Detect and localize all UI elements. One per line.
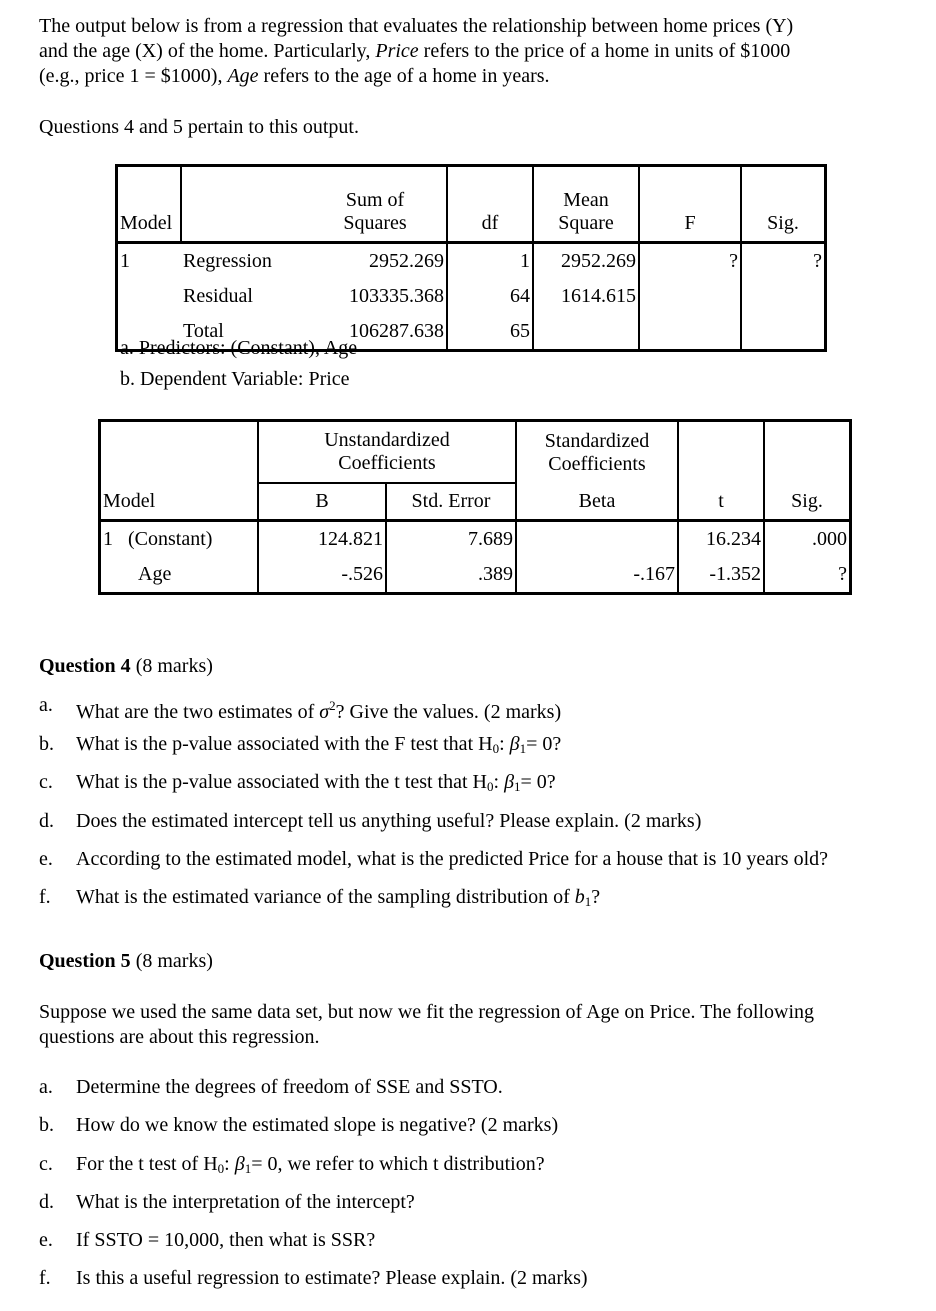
coefficients-table [98, 419, 852, 595]
anova-footnote-a: a. Predictors: (Constant), Age [120, 337, 358, 359]
anova-cell-f [639, 314, 741, 351]
age-word: Age [227, 65, 259, 87]
anova-header-df: df [447, 166, 533, 243]
coef-cell-se: 7.689 [386, 521, 516, 558]
anova-row [117, 279, 826, 314]
anova-header-ms: Mean Square [533, 166, 639, 243]
anova-row-label: Regression [183, 250, 272, 272]
coef-header-model: Model [100, 483, 259, 521]
anova-cell-f [639, 279, 741, 314]
price-word: Price [375, 40, 419, 62]
coef-cell-beta: -.167 [516, 557, 678, 594]
coef-cell-beta [516, 521, 678, 558]
anova-footnote-b: b. Dependent Variable: Price [120, 368, 350, 390]
coef-header-beta: Beta [516, 483, 678, 521]
coef-row-label: Age [100, 557, 259, 594]
coef-header-sig: Sig. [764, 483, 851, 521]
coef-cell-t: -1.352 [678, 557, 764, 594]
anova-header-sig: Sig. [741, 166, 826, 243]
intro-line-2: and the age (X) of the home. Particularly, Price refers to the price of a home in units of $1000 [39, 40, 791, 62]
anova-header-ss: Sum of Squares [304, 166, 447, 243]
coef-header-b: B [258, 483, 386, 521]
question-4-heading: Question 4 (8 marks) [39, 655, 213, 677]
anova-header-model: Model [117, 166, 182, 243]
anova-cell-ss: 2952.269 [304, 243, 447, 280]
coef-header-t: t [678, 483, 764, 521]
intro-line-3: (e.g., price 1 = $1000), Age refers to the age of a home in years. [39, 65, 550, 87]
coef-cell-b: 124.821 [258, 521, 386, 558]
anova-cell-f: ? [639, 243, 741, 280]
coef-cell-b: -.526 [258, 557, 386, 594]
question-5-heading: Question 5 (8 marks) [39, 950, 213, 972]
coef-cell-sig: ? [838, 563, 847, 585]
anova-row-label: Total [183, 320, 224, 342]
anova-cell-sig: ? [813, 250, 822, 272]
intro-paragraph [39, 14, 909, 89]
anova-cell-df: 1 [447, 243, 533, 280]
anova-row-label: Residual [183, 285, 253, 307]
q5-intro: Suppose we used the same data set, but now we fit the regression of Age on Price. The following questions are about this regression. [39, 1001, 815, 1048]
anova-cell-df: 65 [447, 314, 533, 351]
anova-model-num: 1 [120, 250, 130, 272]
coef-cell-se: .389 [386, 557, 516, 594]
anova-cell-ss: 103335.368 [304, 279, 447, 314]
intro-line-1: The output below is from a regression that evaluates the relationship between home prices (Y) [39, 15, 794, 37]
anova-table [115, 164, 827, 352]
coef-row [100, 521, 851, 558]
anova-row [117, 243, 826, 280]
anova-cell-ss: 106287.638 [304, 314, 447, 351]
coef-header-unstandardized: Unstandardized Coefficients [258, 421, 516, 484]
coef-row-label: 1 (Constant) [100, 521, 259, 558]
coef-cell-sig: .000 [812, 528, 847, 550]
anova-header-f: F [639, 166, 741, 243]
coef-cell-t: 16.234 [678, 521, 764, 558]
anova-cell-ms [533, 314, 639, 351]
coef-row [100, 557, 851, 594]
anova-cell-sig [741, 279, 826, 314]
anova-cell-df: 64 [447, 279, 533, 314]
questions-note: Questions 4 and 5 pertain to this output. [39, 116, 359, 138]
anova-cell-ms: 1614.615 [533, 279, 639, 314]
coef-header-se: Std. Error [386, 483, 516, 521]
anova-cell-sig [741, 314, 826, 351]
coef-header-standardized: Standardized Coefficients [516, 421, 678, 484]
anova-cell-ms: 2952.269 [533, 243, 639, 280]
